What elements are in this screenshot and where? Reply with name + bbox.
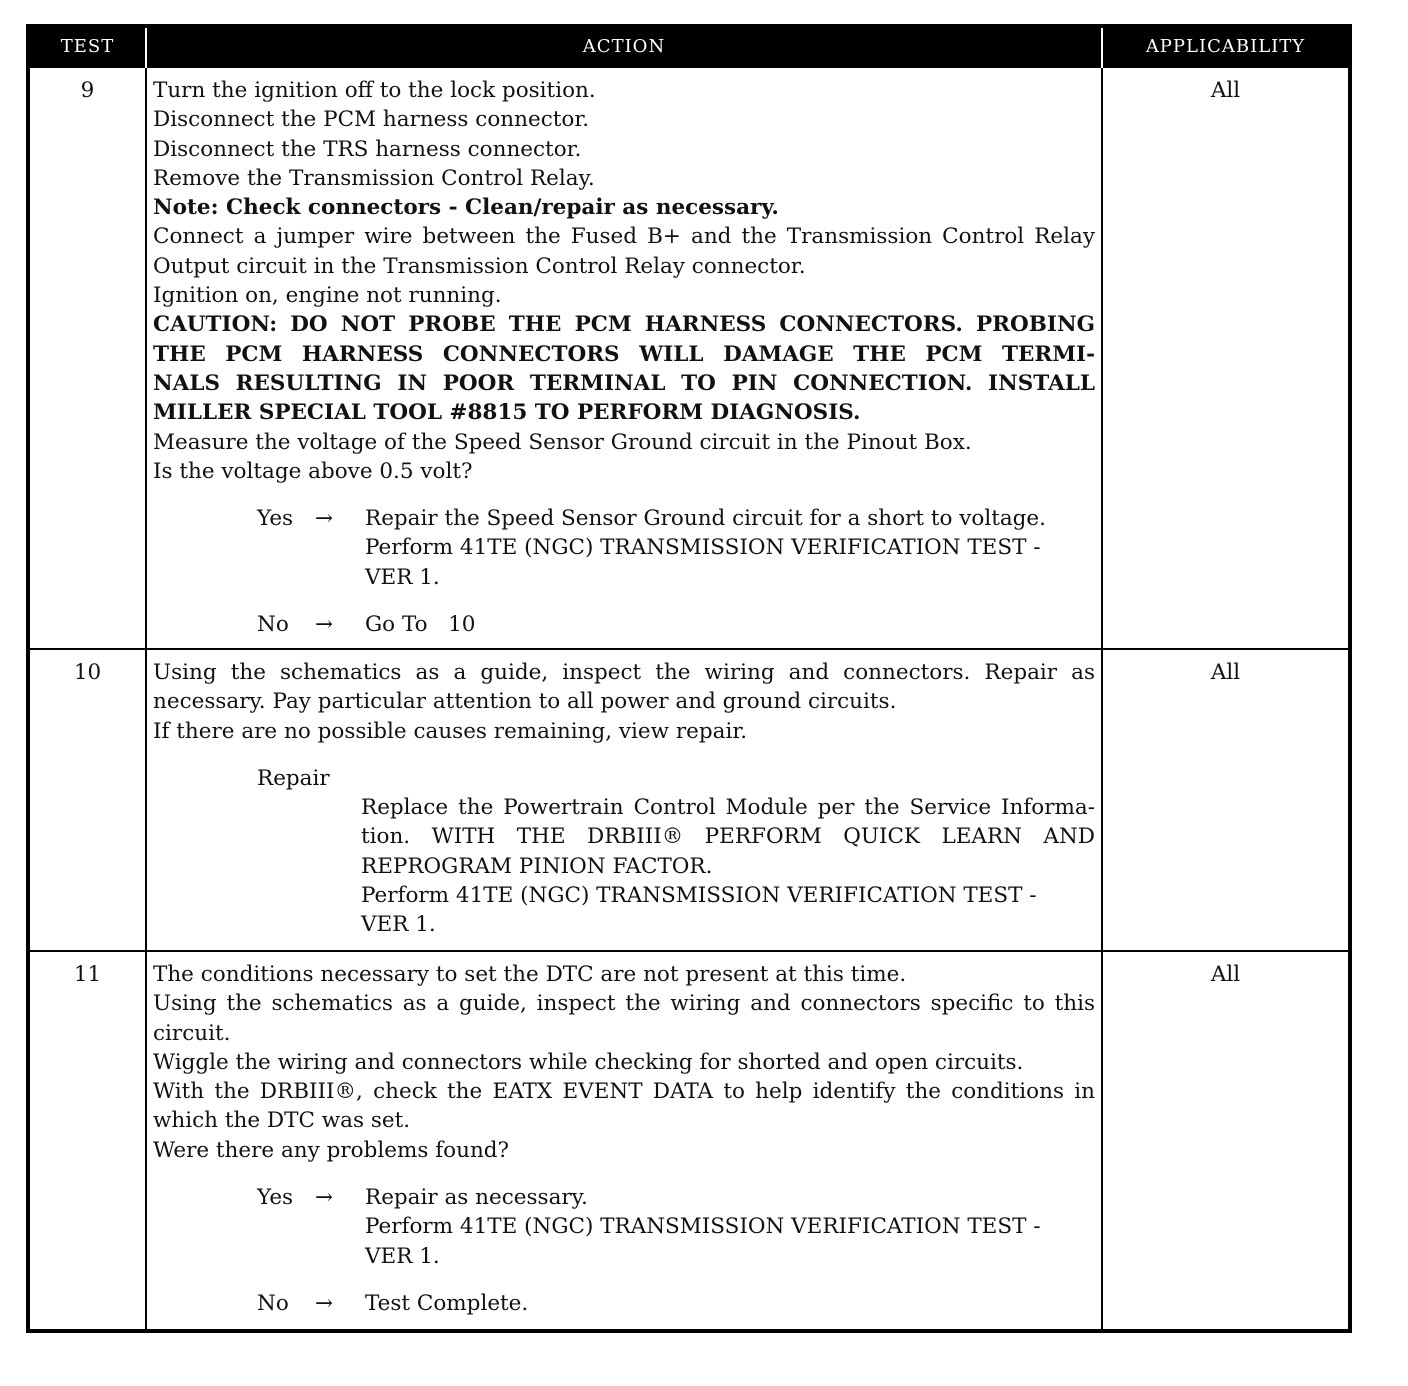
- repair-line: tion. WITH THE DRBIII® PERFORM QUICK LEARN AND: [361, 824, 1095, 850]
- repair-line: Replace the Powertrain Control Module per the Service Informa-: [361, 795, 1095, 821]
- yes-line: VER 1.: [365, 564, 440, 590]
- yes-label: Yes: [257, 1185, 294, 1211]
- test-number: 9: [28, 67, 146, 649]
- outcomes: [153, 1183, 1095, 1318]
- action-line: If there are no possible causes remaining, view repair.: [153, 718, 748, 744]
- action-line: Using the schematics as a guide, inspect the wiring and connectors. Repair as: [153, 660, 1095, 685]
- yes-line: Perform 41TE (NGC) TRANSMISSION VERIFICATION TEST -: [365, 1214, 1041, 1240]
- caution-line: NALS RESULTING IN POOR TERMINAL TO PIN CONNECTION. INSTALL: [153, 370, 1095, 396]
- table-header-row: [28, 26, 1350, 67]
- yes-label: Yes: [257, 506, 294, 532]
- action-cell: [146, 649, 1102, 951]
- yes-line: Repair the Speed Sensor Ground circuit for a short to voltage.: [365, 506, 1046, 532]
- table-row: [28, 951, 1350, 1331]
- no-outcome: [153, 610, 1095, 639]
- repair-line: VER 1.: [361, 912, 436, 938]
- table-row: [28, 67, 1350, 649]
- yes-line: Repair as necessary.: [365, 1185, 588, 1211]
- yes-outcome: [153, 1183, 1095, 1271]
- repair-line: REPROGRAM PINION FACTOR.: [361, 853, 713, 879]
- action-line: Disconnect the PCM harness connector.: [153, 107, 590, 133]
- applicability-value: All: [1102, 67, 1350, 649]
- action-line: Using the schematics as a guide, inspect the wiring and connectors specific to this: [153, 991, 1095, 1017]
- arrow-icon: →: [315, 506, 334, 532]
- repair-outcome: [153, 764, 1095, 940]
- yes-line: VER 1.: [365, 1243, 440, 1269]
- action-line: circuit.: [153, 1020, 231, 1046]
- question-line: Were there any problems found?: [153, 1137, 510, 1163]
- applicability-value: All: [1102, 649, 1350, 951]
- action-line: necessary. Pay particular attention to all power and ground circuits.: [153, 689, 897, 715]
- action-cell: [146, 67, 1102, 649]
- diagnostic-test-table: [26, 24, 1352, 1333]
- caution-line: THE PCM HARNESS CONNECTORS WILL DAMAGE THE PCM TERMI-: [153, 341, 1095, 367]
- action-cell: [146, 951, 1102, 1331]
- yes-line: Perform 41TE (NGC) TRANSMISSION VERIFICATION TEST -: [365, 535, 1041, 561]
- header-action: ACTION: [146, 26, 1102, 67]
- repair-line: Perform 41TE (NGC) TRANSMISSION VERIFICATION TEST -: [361, 883, 1037, 909]
- action-line: The conditions necessary to set the DTC are not present at this time.: [153, 962, 907, 987]
- table-row: [28, 649, 1350, 951]
- applicability-value: All: [1102, 951, 1350, 1331]
- no-outcome: [153, 1289, 1095, 1318]
- note-line: Note: Check connectors - Clean/repair as necessary.: [153, 195, 779, 221]
- action-line: Measure the voltage of the Speed Sensor Ground circuit in the Pinout Box.: [153, 429, 972, 455]
- arrow-icon: →: [315, 612, 334, 638]
- action-line: Output circuit in the Transmission Control Relay connector.: [153, 253, 806, 279]
- action-line: which the DTC was set.: [153, 1108, 411, 1134]
- caution-line: CAUTION: DO NOT PROBE THE PCM HARNESS CONNECTORS. PROBING: [153, 312, 1095, 338]
- header-test: TEST: [28, 26, 146, 67]
- repair-label: Repair: [257, 765, 330, 791]
- no-line: Test Complete.: [365, 1290, 529, 1316]
- arrow-icon: →: [315, 1290, 334, 1316]
- action-line: Wiggle the wiring and connectors while checking for shorted and open circuits.: [153, 1049, 1024, 1075]
- test-number: 11: [28, 951, 146, 1331]
- test-number: 10: [28, 649, 146, 951]
- action-line: With the DRBIII®, check the EATX EVENT DATA to help identify the conditions in: [153, 1079, 1095, 1105]
- caution-line: MILLER SPECIAL TOOL #8815 TO PERFORM DIAGNOSIS.: [153, 400, 861, 426]
- no-label: No: [257, 1290, 289, 1316]
- action-line: Remove the Transmission Control Relay.: [153, 165, 595, 191]
- arrow-icon: →: [315, 1185, 334, 1211]
- no-label: No: [257, 612, 289, 638]
- action-line: Disconnect the TRS harness connector.: [153, 136, 582, 162]
- outcomes: [153, 504, 1095, 639]
- yes-outcome: [153, 504, 1095, 592]
- action-line: Ignition on, engine not running.: [153, 283, 502, 309]
- no-line: Go To 10: [365, 612, 476, 638]
- header-applicability: APPLICABILITY: [1102, 26, 1350, 67]
- action-line: Turn the ignition off to the lock position.: [153, 78, 596, 103]
- question-line: Is the voltage above 0.5 volt?: [153, 458, 473, 484]
- action-line: Connect a jumper wire between the Fused B+ and the Transmission Control Relay: [153, 224, 1095, 250]
